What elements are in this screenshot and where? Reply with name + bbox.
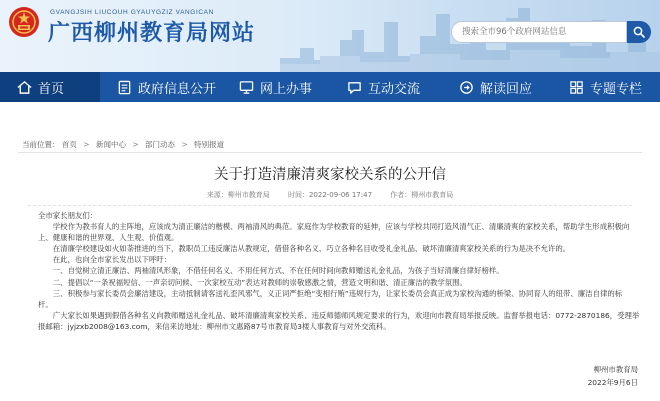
nav-item-gov-info[interactable] <box>100 72 222 102</box>
article-date: 时间：2022-09-06 17:47 <box>287 191 373 199</box>
nav-item-label: 专题专栏 <box>590 81 643 97</box>
nav-item-home[interactable] <box>0 72 100 102</box>
article-meta <box>0 190 660 200</box>
breadcrumb-divider <box>18 152 642 153</box>
breadcrumb-prefix: 当前位置： <box>22 140 60 149</box>
nav-item-label: 网上办事 <box>260 81 313 97</box>
article-paragraph: 报邮箱：jyjzxb2008@163.com，来信来访地址：柳州市文惠路87号市教育局3楼人事教育与对外交流科。 <box>38 321 391 331</box>
article-divider <box>28 205 632 206</box>
site-title[interactable]: 广西柳州教育局网站 <box>48 21 256 46</box>
breadcrumb-separator: > <box>83 140 90 149</box>
article-paragraph: 杆。 <box>38 299 53 309</box>
breadcrumb-separator: > <box>132 140 139 149</box>
article-paragraph: 学校作为教书育人的主阵地，应该成为清正廉洁的楷模、两袖清风的典范。家庭作为学校教育的延伸，应该与学校共同打造风清气正、清廉清爽的家校关系，帮助学生形成积极向 <box>38 222 630 232</box>
article-source: 来源：柳州市教育局 <box>206 191 270 199</box>
breadcrumb-link-special[interactable]: 特别报道 <box>194 140 225 149</box>
main-nav <box>0 72 660 102</box>
article-paragraph: 全市家长朋友们： <box>38 211 98 220</box>
article-paragraph: 二、提倡以“一条祝福短信、一声亲切问候、一次家校互动”表达对教师的崇敬感激之情，营造文明和谐、清正廉洁的教学氛围。 <box>38 277 467 287</box>
signature-date: 2022年9月6日 <box>587 378 638 387</box>
article-title: 关于打造清廉清爽家校关系的公开信 <box>214 167 446 183</box>
reply-icon <box>458 79 474 95</box>
nav-item-label: 解读回应 <box>480 81 533 97</box>
article-paragraph: 在清廉学校建设如火如荼推进的当下，教职员工违反廉洁从教规定，借借各种名义、巧立各种名目收受礼金礼品、破坏清廉清爽家校关系的行为是决不允许的。 <box>38 244 571 254</box>
article-paragraph: 在此，也向全市家长发出以下呼吁： <box>38 255 172 265</box>
nav-item-interaction[interactable] <box>330 72 442 102</box>
article-author: 作者：柳州市教育局 <box>390 191 454 199</box>
search-input[interactable] <box>451 21 627 43</box>
search-button[interactable] <box>627 21 651 43</box>
nav-item-label: 互动交流 <box>368 81 421 97</box>
grid-icon <box>568 79 584 95</box>
breadcrumb-separator: > <box>181 140 188 149</box>
article-paragraph: 上、健康和谐的世界观、人生观、价值观。 <box>38 233 179 243</box>
chat-icon <box>346 79 362 95</box>
nav-item-special-topics[interactable] <box>552 72 660 102</box>
breadcrumb-link-home[interactable]: 首页 <box>61 140 77 149</box>
article-paragraph: 三、积极参与家长委员会廉洁建设，主动抵制请客送礼歪风邪气，义正词严拒绝“变相行贿”违规行为，让家长委员会真正成为家校沟通的桥梁、协同育人的纽带、廉洁自律的标 <box>38 288 623 298</box>
nav-item-interpretation[interactable] <box>442 72 552 102</box>
article-paragraph: 广大家长如果遇到假借各种名义向教师赠送礼金礼品、破坏清廉清爽家校关系、违反师德师风规定要求的行为，欢迎向市教育局举报反映。监督举报电话：0772-2870186，受理举 <box>38 310 640 320</box>
nav-item-label: 首页 <box>38 81 65 97</box>
document-icon <box>116 79 132 95</box>
home-icon <box>16 79 32 95</box>
signature-org: 柳州市教育局 <box>593 365 638 374</box>
article-body <box>38 210 640 332</box>
article-paragraph: 一、自觉树立清正廉洁、两袖清风形象，不借任何名义、不用任何方式、不在任何时间向教师赠送礼金礼品，为孩子当好清廉自律好榜样。 <box>38 266 504 276</box>
search-icon <box>633 26 645 38</box>
nav-item-label: 政府信息公开 <box>138 81 217 97</box>
monitor-icon <box>238 79 254 95</box>
breadcrumb-link-dept[interactable]: 部门动态 <box>145 140 176 149</box>
national-emblem-icon <box>8 6 40 38</box>
site-header <box>0 0 660 72</box>
breadcrumb-link-news[interactable]: 新闻中心 <box>95 140 126 149</box>
breadcrumb <box>22 139 224 150</box>
nav-item-online-service[interactable] <box>222 72 330 102</box>
site-pinyin: GVANGJSIH LIUCOUH GYAUYGZIZ VANGICAN <box>50 9 214 16</box>
